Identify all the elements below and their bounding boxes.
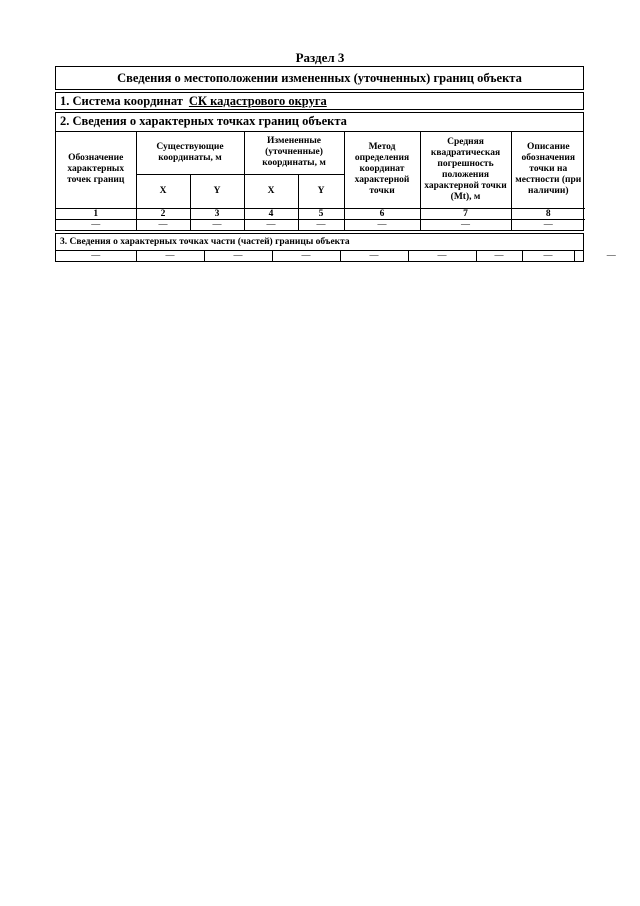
empty-cell: — — [190, 219, 244, 230]
col-existing: Существующие координаты, м — [136, 132, 244, 174]
col-method: Метод определения координат характерной точки — [344, 132, 420, 208]
points-section-title: 2. Сведения о характерных точках границ объекта — [56, 113, 583, 132]
column-number: 5 — [298, 208, 344, 219]
coord-system-row — [55, 92, 584, 110]
parts-section — [55, 233, 616, 262]
empty-cell: — — [344, 219, 420, 230]
empty-cell: — — [408, 251, 476, 261]
empty-cell: — — [272, 251, 340, 261]
empty-cell: — — [298, 219, 344, 230]
section-title: Раздел 3 — [295, 50, 345, 65]
coord-system-label: 1. Система координат — [60, 94, 183, 108]
column-number: 8 — [511, 208, 585, 219]
column-number: 3 — [190, 208, 244, 219]
parts-table — [56, 251, 640, 261]
points-table — [56, 132, 585, 230]
form-header: Сведения о местоположении измененных (уточненных) границ объекта — [55, 66, 584, 90]
column-number: 6 — [344, 208, 420, 219]
form-frame — [55, 66, 616, 262]
column-number: 7 — [420, 208, 511, 219]
table-row — [56, 251, 640, 261]
empty-cell: — — [204, 251, 272, 261]
table-row — [56, 219, 585, 230]
empty-cell: — — [574, 251, 640, 261]
coord-system-value: СК кадастрового округа — [188, 94, 327, 108]
empty-cell: — — [136, 219, 190, 230]
column-number: 4 — [244, 208, 298, 219]
col-description: Описание обозначения точки на местности (при наличии) — [511, 132, 585, 208]
col-designation: Обозначение характерных точек границ — [56, 132, 136, 208]
empty-cell: — — [56, 251, 136, 261]
col-error: Средняя квадратическая погрешность положения характерной точки (Mt), м — [420, 132, 511, 208]
col-changed: Измененные (уточненные) координаты, м — [244, 132, 344, 174]
column-number: 1 — [56, 208, 136, 219]
column-numbers-row — [56, 208, 585, 219]
col-existing-x: X — [136, 174, 190, 208]
parts-section-title: 3. Сведения о характерных точках части (частей) границы объекта — [56, 234, 583, 251]
col-changed-x: X — [244, 174, 298, 208]
column-number: 2 — [136, 208, 190, 219]
col-changed-y: Y — [298, 174, 344, 208]
empty-cell: — — [522, 251, 574, 261]
points-section — [55, 112, 584, 231]
col-existing-y: Y — [190, 174, 244, 208]
empty-cell: — — [136, 251, 204, 261]
empty-cell: — — [340, 251, 408, 261]
empty-cell: — — [56, 219, 136, 230]
empty-cell: — — [511, 219, 585, 230]
empty-cell: — — [420, 219, 511, 230]
empty-cell: — — [476, 251, 522, 261]
empty-cell: — — [244, 219, 298, 230]
